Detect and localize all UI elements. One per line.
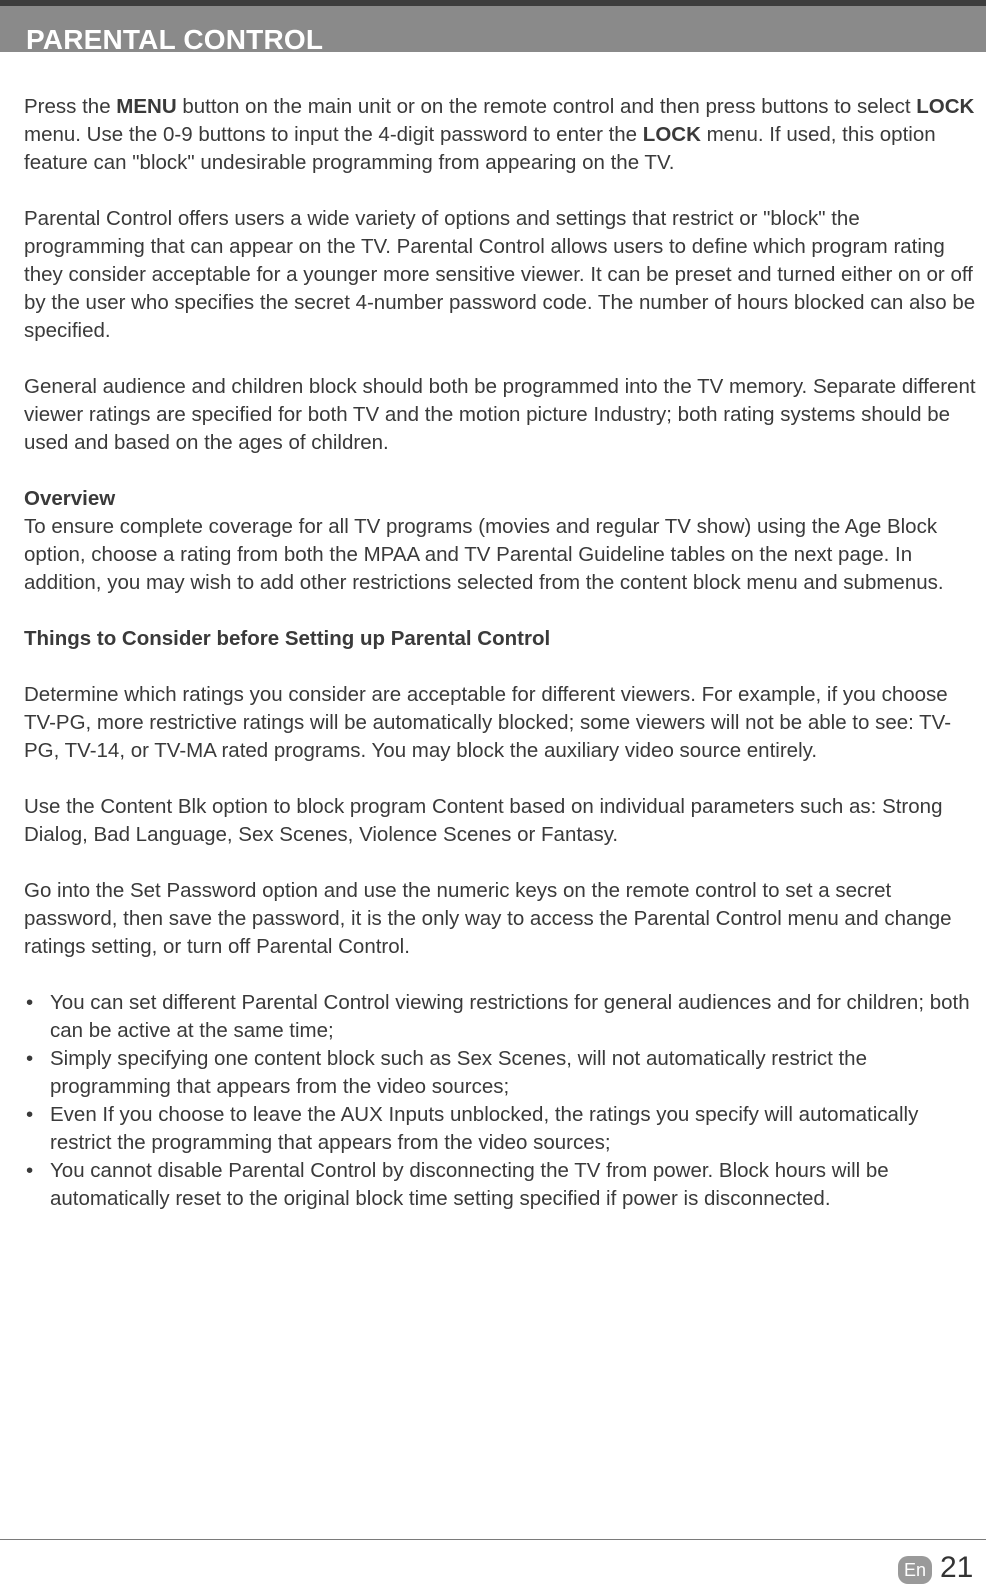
document-body	[24, 93, 980, 1213]
intro-paragraph	[24, 93, 980, 177]
intro-text-4: menu. If used, this option feature can "block" undesirable programming from appearing on the TV.	[24, 123, 936, 174]
set-password-paragraph: Go into the Set Password option and use the numeric keys on the remote control to set a secret password, then save the password, it is the only way to access the Parental Control menu and change ratings setting, or turn off Parental Control.	[24, 879, 952, 958]
bullet-icon: •	[26, 991, 34, 1014]
overview-paragraph: To ensure complete coverage for all TV programs (movies and regular TV show) using the Age Block option, choose a rating from both the MPAA and TV Parental Guideline tables on the next page. In addition, you may wish to add other restrictions selected from the content block menu and submenus.	[24, 515, 944, 594]
language-badge: En	[898, 1556, 932, 1584]
lock-keyword: LOCK	[916, 95, 975, 118]
lock-keyword-2: LOCK	[642, 123, 701, 146]
list-item-text: You cannot disable Parental Control by disconnecting the TV from power. Block hours will be automatically reset to the original block time setting specified if power is disconnected.	[50, 1159, 889, 1210]
ratings-paragraph: Determine which ratings you consider are acceptable for different viewers. For example, if you choose TV-PG, more restrictive ratings will be automatically blocked; some viewers will not be able to see: TV-PG, TV-14, or TV-MA rated programs. You may block the auxiliary video source entirely.	[24, 683, 952, 762]
content-blk-paragraph: Use the Content Blk option to block program Content based on individual parameters such as: Strong Dialog, Bad Language, Sex Scenes, Violence Scenes or Fantasy.	[24, 795, 943, 846]
menu-keyword: MENU	[116, 95, 177, 118]
intro-text-3: menu. Use the 0-9 buttons to input the 4-digit password to enter the	[24, 123, 643, 146]
parental-control-description: Parental Control offers users a wide variety of options and settings that restrict or "block" the programming that can appear on the TV. Parental Control allows users to define which program rating they consider acceptable for a younger more sensitive viewer. It can be preset and turned either on or off by the user who specifies the secret 4-number password code. The number of hours blocked can also be specified.	[24, 207, 976, 342]
page-title: PARENTAL CONTROL	[26, 26, 324, 54]
things-to-consider-heading: Things to Consider before Setting up Parental Control	[24, 627, 551, 650]
notes-list	[24, 989, 980, 1213]
list-item	[24, 1101, 980, 1157]
list-item	[24, 989, 980, 1045]
bullet-icon: •	[26, 1103, 34, 1126]
page-number: 21	[940, 1551, 974, 1584]
list-item-text: Even If you choose to leave the AUX Inputs unblocked, the ratings you specify will automatically restrict the programming that appears from the video sources;	[50, 1103, 919, 1154]
audience-ratings-paragraph: General audience and children block should both be programmed into the TV memory. Separate different viewer ratings are specified for both TV and the motion picture Industry; both rating systems should be used and based on the ages of children.	[24, 375, 976, 454]
bullet-icon: •	[26, 1047, 34, 1070]
list-item-text: You can set different Parental Control viewing restrictions for general audiences and for children; both can be active at the same time;	[50, 991, 970, 1042]
bullet-icon: •	[26, 1159, 34, 1182]
intro-text-1: Press the	[24, 95, 117, 118]
overview-heading: Overview	[24, 487, 116, 510]
list-item	[24, 1045, 980, 1101]
list-item-text: Simply specifying one content block such as Sex Scenes, will not automatically restrict the programming that appears from the video sources;	[50, 1047, 867, 1098]
list-item	[24, 1157, 980, 1213]
footer-rule	[0, 1539, 986, 1540]
intro-text-2: button on the main unit or on the remote control and then press buttons to select	[176, 95, 917, 118]
